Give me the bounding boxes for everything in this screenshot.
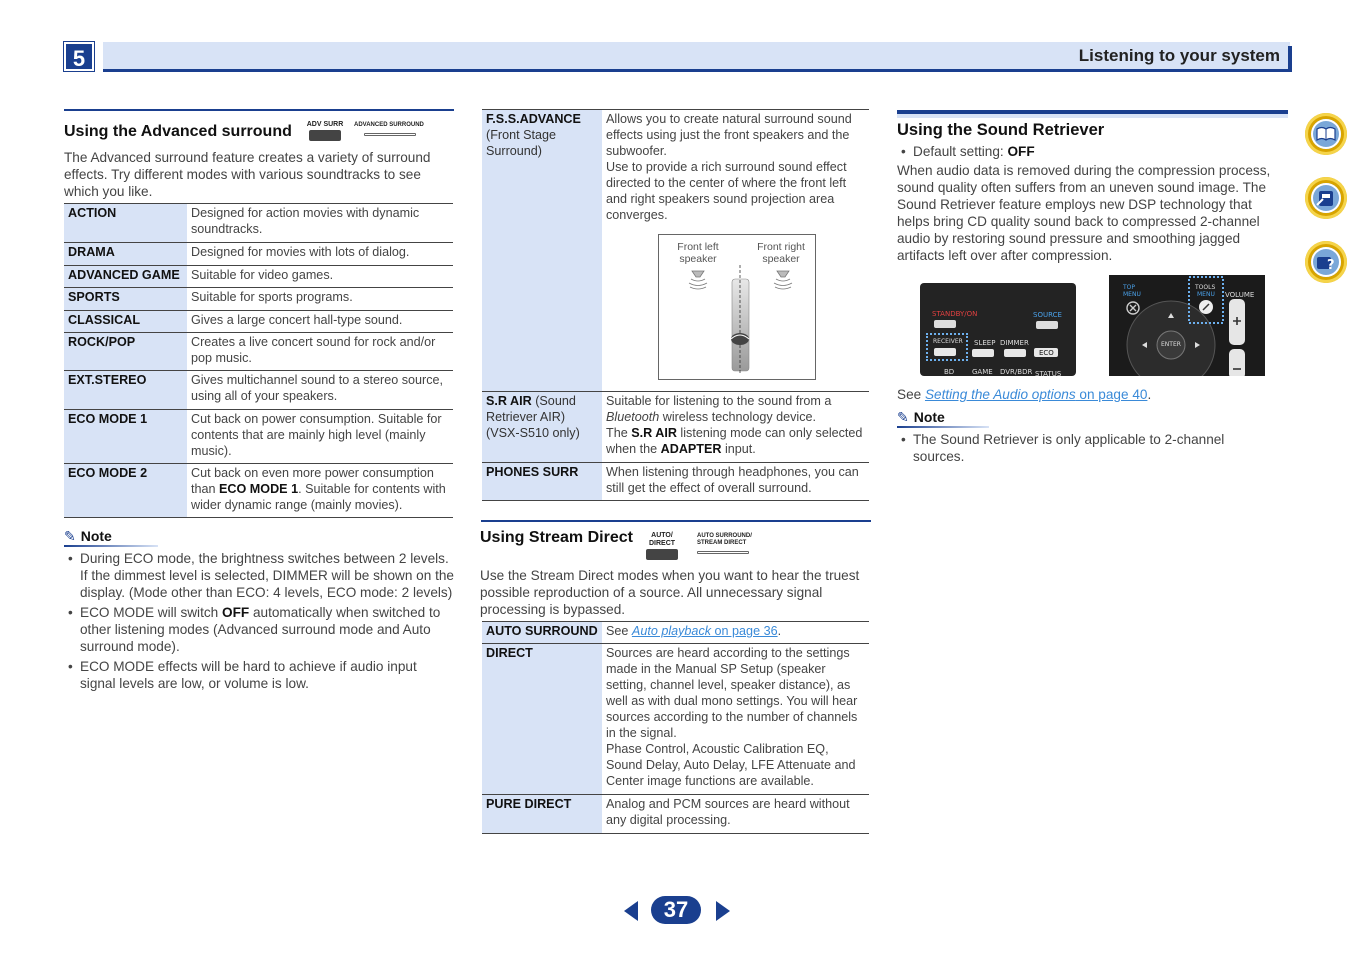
remote-label-bd: BD xyxy=(944,368,955,376)
next-page-icon[interactable] xyxy=(714,899,732,923)
mode-name: DIRECT xyxy=(482,644,602,795)
section-rule-retriever xyxy=(897,110,1288,118)
table-row xyxy=(64,243,453,266)
header-rule xyxy=(103,69,1292,72)
advanced-mode-table xyxy=(64,203,453,518)
mode-desc: Suitable for listening to the sound from a Bluetooth wireless technology device. The S.R AIR listening mode can only selected when the ADAPTER input. xyxy=(602,392,869,463)
remote-label-dimmer: DIMMER xyxy=(1000,339,1029,347)
chapter-badge: 5 xyxy=(64,42,94,71)
stream-direct-table xyxy=(482,621,869,834)
book-icon xyxy=(1311,119,1341,149)
mode-name: CLASSICAL xyxy=(64,311,187,333)
mode-desc: Gives multichannel sound to a stereo source, using all of your speakers. xyxy=(187,371,453,410)
stream-direct-intro: Use the Stream Direct modes when you want to hear the truest possible reproduction of a source. All unnecessary signal processing is bypassed. xyxy=(480,568,860,617)
table-row xyxy=(64,204,453,243)
mode-desc: Designed for action movies with dynamic soundtracks. xyxy=(187,204,453,243)
auto-surround-stream-direct-key-icon xyxy=(697,533,757,554)
mode-name: ACTION xyxy=(64,204,187,243)
mode-desc: Designed for movies with lots of dialog. xyxy=(187,243,453,266)
retriever-note-rule xyxy=(897,426,989,428)
retriever-note-heading: ✎ Note xyxy=(897,409,945,425)
mode-name: ECO MODE 1 xyxy=(64,410,187,464)
adv-surr-pill xyxy=(309,130,341,141)
retriever-see-line: See Setting the Audio options on page 40. xyxy=(897,387,1152,402)
source-key xyxy=(1036,321,1058,329)
list-item: • During ECO mode, the brightness switches between 2 levels. If the dimmest level is selected, DIMMER will be shown on the display. (Mode other than ECO: 4 levels, ECO mode: 2 levels) xyxy=(64,550,456,601)
mode-name: F.S.S.ADVANCE (Front Stage Surround) xyxy=(482,110,602,392)
advanced-note-rule xyxy=(64,545,158,547)
mode-desc: Allows you to create natural surround sound effects using just the front speakers and the subwoofer. Use to provide a rich surround sound effect directed to the center of where the front left and right speakers sound projection area converges. xyxy=(602,110,869,392)
adv-surr-label: ADV SURR xyxy=(306,121,344,128)
pen-icon: ✎ xyxy=(897,409,909,425)
question-icon xyxy=(1311,247,1341,277)
retriever-default-list xyxy=(897,143,1277,163)
advanced-surround-key-icon xyxy=(354,122,426,136)
mode-desc: Sources are heard according to the settings made in the Manual SP Setup (speaker setting, channel level, speaker distance), as well as with dual mono settings. You will hear sources according to the number of channels in the signal. Phase Control, Acoustic Calibration EQ, Sound Delay, Auto Delay, LFE Attenuate and Center image functions are available. xyxy=(602,644,869,795)
front-stage-surround-diagram xyxy=(658,234,816,380)
table-row xyxy=(64,464,453,518)
auto-direct-pill xyxy=(646,549,678,560)
advanced-surround-sublabel: ADVANCED SURROUND xyxy=(354,122,424,128)
table-row xyxy=(64,410,453,464)
pen-icon: ✎ xyxy=(64,528,76,544)
mode-desc: Suitable for video games. xyxy=(187,266,453,288)
remote-receiver-illustration xyxy=(920,283,1076,376)
remote-tools-illustration xyxy=(1109,275,1265,376)
advanced-notes-list xyxy=(64,550,456,695)
header-title: Listening to your system xyxy=(1078,46,1280,65)
mode-desc: Cut back on power consumption. Suitable for contents that are mainly high level (mainly music). xyxy=(187,410,453,464)
page-navigation xyxy=(620,896,735,926)
advanced-note-heading: ✎ Note xyxy=(64,528,112,544)
advanced-surround-title: Using the Advanced surround xyxy=(64,123,292,140)
mode-name: AUTO SURROUND xyxy=(482,622,602,644)
list-item: • ECO MODE effects will be hard to achieve if audio input signal levels are low, or volume is low. xyxy=(64,658,456,692)
mode-name: S.R AIR (Sound Retriever AIR) (VSX-S510 only) xyxy=(482,392,602,463)
mode-desc: Suitable for sports programs. xyxy=(187,288,453,311)
faq-icon[interactable] xyxy=(1305,241,1347,283)
mode-name: ROCK/POP xyxy=(64,333,187,371)
sound-retriever-title: Using the Sound Retriever xyxy=(897,121,1105,139)
mode-desc: When listening through headphones, you can still get the effect of overall surround. xyxy=(602,463,869,501)
mode-name: PURE DIRECT xyxy=(482,795,602,834)
mode-desc: See Auto playback on page 36. xyxy=(602,622,869,644)
speaker-right-icon xyxy=(774,271,792,289)
auto-direct-button-icon xyxy=(645,532,679,560)
mode-name: EXT.STEREO xyxy=(64,371,187,410)
remote-label-standby: STANDBY/ON xyxy=(932,310,978,318)
stream-direct-bar xyxy=(697,551,749,554)
mode-name: ADVANCED GAME xyxy=(64,266,187,288)
remote-label-game: GAME xyxy=(972,368,993,376)
list-item: • ECO MODE will switch OFF automatically when switched to other listening modes (Advanced surround mode and Auto surround mode). xyxy=(64,604,456,655)
remote-label-dvr: DVR/BDR xyxy=(1000,368,1033,376)
prev-page-icon[interactable] xyxy=(622,899,640,923)
stream-direct-sublabel: STREAM DIRECT xyxy=(697,540,747,546)
audio-options-link[interactable]: Setting the Audio options on page 40 xyxy=(924,387,1148,402)
table-row xyxy=(482,795,869,834)
remote-label-top-menu: TOP MENU xyxy=(1123,284,1141,298)
svg-text:?: ? xyxy=(1327,258,1335,273)
table-row xyxy=(64,311,453,333)
table-row xyxy=(482,392,869,463)
dimmer-key xyxy=(1004,349,1026,357)
mode-desc: Creates a live concert sound for rock and/or pop music. xyxy=(187,333,453,371)
section-rule-advanced xyxy=(64,109,454,111)
sleep-key xyxy=(972,349,994,357)
mode-name: ECO MODE 2 xyxy=(64,464,187,518)
mode-desc: Cut back on even more power consumption than ECO MODE 1. Suitable for contents with wider dynamic range (mainly movies). xyxy=(187,464,453,518)
remote-label-menu: MENU xyxy=(1197,291,1215,298)
table-row xyxy=(482,622,869,644)
table-row xyxy=(64,371,453,410)
default-setting: • Default setting: OFF xyxy=(897,143,1277,160)
speaker-left-icon xyxy=(689,271,707,289)
advanced-intro: The Advanced surround feature creates a variety of surround effects. Try different modes with various soundtracks to see which you like. xyxy=(64,150,431,199)
stream-direct-title: Using Stream Direct xyxy=(480,529,633,546)
remote-control-icon xyxy=(1311,183,1341,213)
mode-desc: Gives a large concert hall-type sound. xyxy=(187,311,453,333)
receiver-key xyxy=(934,348,956,356)
mode-name: DRAMA xyxy=(64,243,187,266)
mode-desc: Analog and PCM sources are heard without any digital processing. xyxy=(602,795,869,834)
adv-surr-button-icon xyxy=(305,121,345,141)
page-number: 37 xyxy=(651,896,701,924)
remote-label-tools: TOOLS xyxy=(1195,284,1216,291)
mode-name: PHONES SURR xyxy=(482,463,602,501)
remote-label-sleep: SLEEP xyxy=(974,339,996,347)
auto-label: AUTO/ xyxy=(651,532,673,539)
table-of-contents-icon[interactable] xyxy=(1305,113,1347,155)
sound-retriever-body: When audio data is removed during the compression process, sound quality often suffers from an uneven sound image. The Sound Retriever feature employs new DSP technology that helps bring CD quality sound back to compressed 2-channel audio by restoring sound pressure and smoothing jagged artifacts left over after compression. xyxy=(897,163,1271,263)
table-row xyxy=(64,333,453,371)
remote-label-enter: ENTER xyxy=(1161,341,1181,348)
table-row xyxy=(482,463,869,501)
front-left-speaker-label: Front left speaker xyxy=(677,241,719,265)
direct-label: DIRECT xyxy=(648,540,676,547)
table-row xyxy=(64,266,453,288)
remote-label-volume: VOLUME xyxy=(1225,291,1255,299)
table-row xyxy=(482,644,869,795)
header-endbar xyxy=(1288,46,1292,72)
front-right-speaker-label: Front right speaker xyxy=(757,241,805,265)
auto-playback-link[interactable]: Auto playback on page 36 xyxy=(631,624,778,638)
remote-label-source: SOURCE xyxy=(1033,311,1062,319)
control-guide-icon[interactable] xyxy=(1305,177,1347,219)
speaker-diagram-graphic xyxy=(659,235,817,381)
retriever-notes-list xyxy=(897,431,1277,468)
auto-surround-sublabel: AUTO SURROUND/ xyxy=(697,533,752,539)
list-item: • The Sound Retriever is only applicable to 2-channel sources. xyxy=(897,431,1277,465)
remote-label-eco: ECO xyxy=(1039,349,1054,357)
remote-label-receiver: RECEIVER xyxy=(933,338,963,345)
table-row xyxy=(64,288,453,311)
remote-label-status: STATUS xyxy=(1035,370,1062,376)
advanced-surround-bar xyxy=(364,133,416,136)
mode-name: SPORTS xyxy=(64,288,187,311)
section-rule-stream xyxy=(481,520,871,522)
standby-key xyxy=(934,320,956,328)
